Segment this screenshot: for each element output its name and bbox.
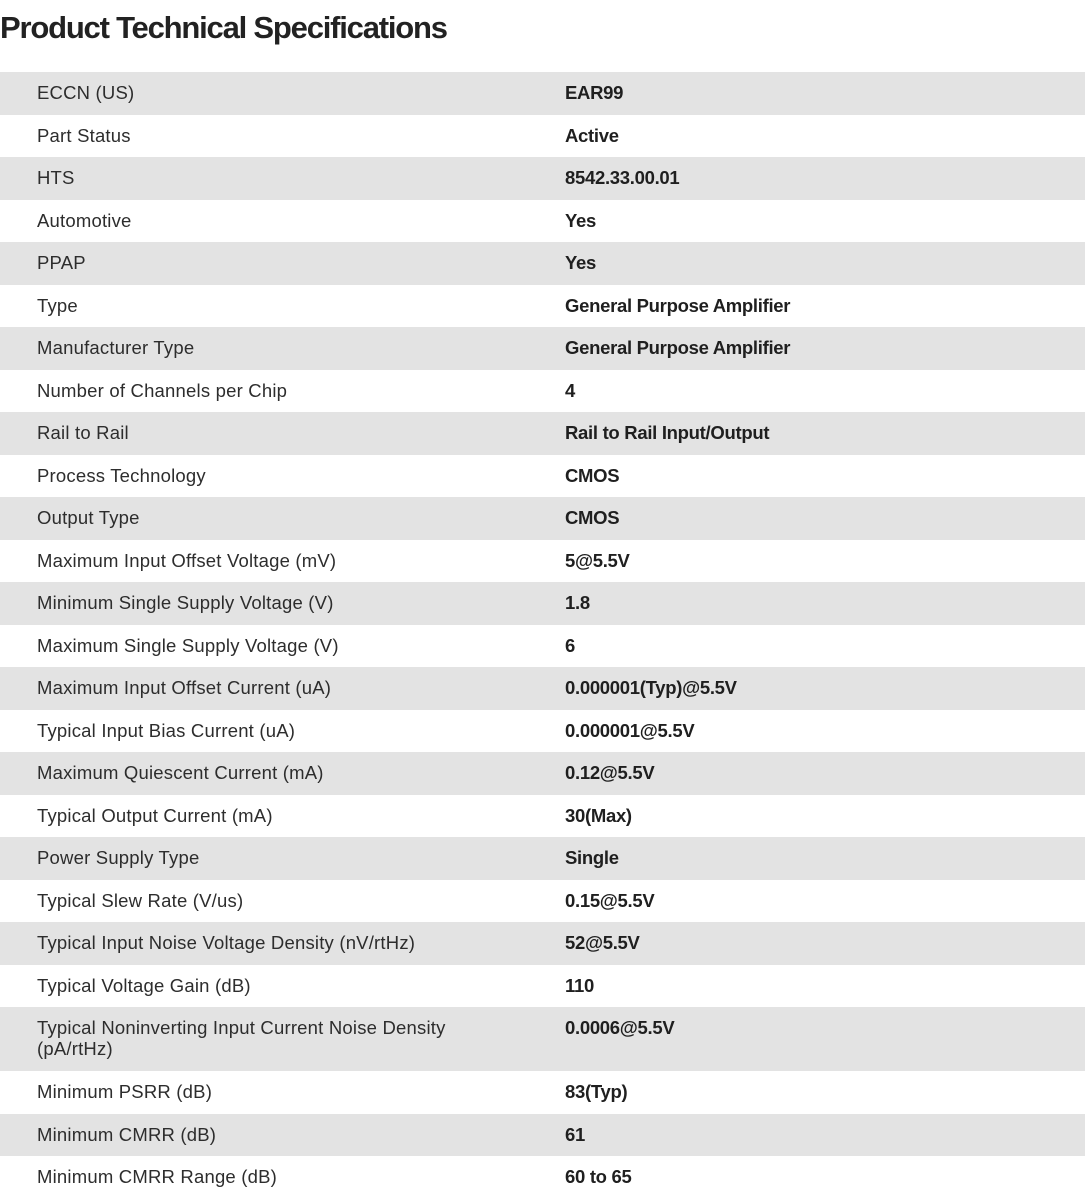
spec-label: Minimum PSRR (dB) <box>37 1081 213 1102</box>
spec-value: 52@5.5V <box>565 932 640 953</box>
spec-value: 0.000001(Typ)@5.5V <box>565 677 737 698</box>
spec-value: 110 <box>565 974 594 996</box>
spec-row <box>0 540 1085 583</box>
spec-label: Rail to Rail <box>37 422 129 443</box>
spec-label: HTS <box>37 167 75 188</box>
spec-row <box>0 370 1085 413</box>
spec-value: 83(Typ) <box>565 1081 628 1102</box>
spec-row <box>0 837 1085 880</box>
spec-row <box>0 880 1085 923</box>
spec-row <box>0 327 1085 370</box>
spec-value: CMOS <box>565 464 620 486</box>
spec-label: Minimum CMRR Range (dB) <box>37 1166 278 1187</box>
spec-value: Yes <box>565 252 596 273</box>
spec-row <box>0 497 1085 540</box>
spec-value: 4 <box>565 379 575 401</box>
spec-value: 0.000001@5.5V <box>565 719 695 741</box>
spec-value: General Purpose Amplifier <box>565 337 791 358</box>
spec-value: 6 <box>565 634 575 656</box>
page-title: Product Technical Specifications <box>0 10 447 45</box>
spec-row <box>0 1071 1085 1114</box>
spec-row <box>0 795 1085 838</box>
spec-row <box>0 965 1085 1008</box>
spec-table <box>0 72 1085 1199</box>
spec-value: 8542.33.00.01 <box>565 167 680 188</box>
spec-value: General Purpose Amplifier <box>565 294 791 316</box>
spec-table-body <box>0 72 1085 1199</box>
spec-row <box>0 922 1085 965</box>
spec-value: 1.8 <box>565 592 590 613</box>
spec-label: Part Status <box>37 124 131 146</box>
spec-label: Typical Output Current (mA) <box>37 804 273 826</box>
spec-label: Typical Input Bias Current (uA) <box>37 719 296 741</box>
spec-label: Maximum Quiescent Current (mA) <box>37 762 324 783</box>
spec-label: PPAP <box>37 252 86 273</box>
spec-row <box>0 1007 1085 1071</box>
spec-row <box>0 412 1085 455</box>
spec-label: Maximum Single Supply Voltage (V) <box>37 634 339 656</box>
spec-row <box>0 285 1085 328</box>
spec-label: Type <box>37 294 78 316</box>
spec-row <box>0 72 1085 115</box>
spec-row <box>0 1156 1085 1199</box>
spec-value: 5@5.5V <box>565 549 630 571</box>
spec-label: Minimum CMRR (dB) <box>37 1123 217 1145</box>
spec-row <box>0 752 1085 795</box>
spec-row <box>0 115 1085 158</box>
spec-label: Output Type <box>37 507 140 528</box>
spec-value: Yes <box>565 209 596 231</box>
spec-row <box>0 455 1085 498</box>
spec-value: Rail to Rail Input/Output <box>565 422 770 443</box>
spec-value: 61 <box>565 1123 585 1145</box>
spec-label: Typical Input Noise Voltage Density (nV/rtHz) <box>37 932 416 953</box>
spec-value: 0.0006@5.5V <box>565 1017 675 1038</box>
spec-label: Maximum Input Offset Voltage (mV) <box>37 549 337 571</box>
spec-value: 30(Max) <box>565 804 632 826</box>
spec-value: 0.15@5.5V <box>565 889 655 911</box>
spec-label: Process Technology <box>37 464 206 486</box>
spec-value: Active <box>565 124 619 146</box>
spec-label: ECCN (US) <box>37 82 135 103</box>
spec-row <box>0 582 1085 625</box>
spec-label: Maximum Input Offset Current (uA) <box>37 677 332 698</box>
spec-label: Typical Voltage Gain (dB) <box>37 974 251 996</box>
spec-row <box>0 625 1085 668</box>
spec-row <box>0 242 1085 285</box>
spec-value: CMOS <box>565 507 620 528</box>
spec-row <box>0 710 1085 753</box>
spec-row <box>0 1114 1085 1157</box>
spec-label: Number of Channels per Chip <box>37 379 288 401</box>
spec-label: Power Supply Type <box>37 847 200 868</box>
spec-value: EAR99 <box>565 82 624 103</box>
spec-label: Typical Noninverting Input Current Noise Density (pA/rtHz) <box>37 1017 446 1059</box>
spec-label: Automotive <box>37 209 132 231</box>
spec-label: Typical Slew Rate (V/us) <box>37 889 244 911</box>
spec-row <box>0 200 1085 243</box>
spec-value: 60 to 65 <box>565 1166 632 1187</box>
spec-row <box>0 667 1085 710</box>
spec-label: Minimum Single Supply Voltage (V) <box>37 592 334 613</box>
spec-value: 0.12@5.5V <box>565 762 655 783</box>
spec-row <box>0 157 1085 200</box>
spec-label: Manufacturer Type <box>37 337 195 358</box>
spec-value: Single <box>565 847 619 868</box>
